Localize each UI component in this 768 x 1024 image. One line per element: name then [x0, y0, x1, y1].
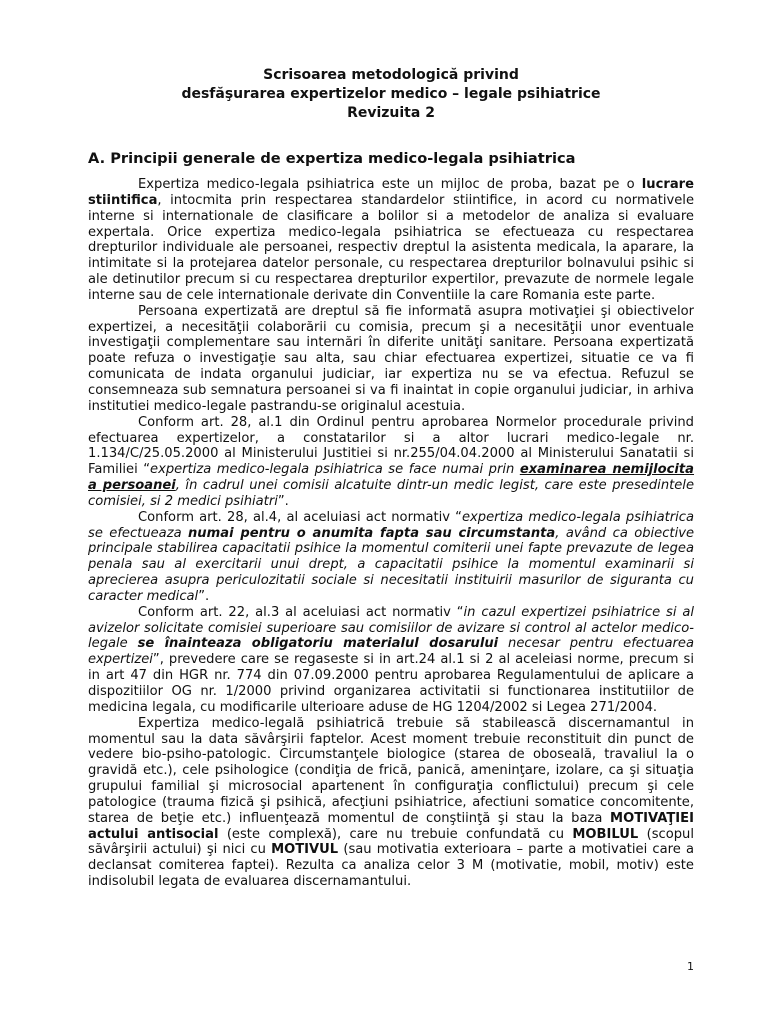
paragraph-3-text-a: Conform art. 28, al.1 din Ordinul pentru aprobarea Normelor procedurale privind efectuarea expertizelor, a constatarilor si a altor lucrari medico-legale nr. 1.134/C/25.05.2000 al Ministerului Justitiei si nr.255/04.04.2000 al Ministerului Sanatatii si Familiei “: [88, 414, 694, 478]
paragraph-5: [88, 605, 694, 716]
paragraph-5-text-a: Conform art. 22, al.3 al aceluiasi act normativ “: [138, 604, 464, 620]
paragraph-6-bold-mobilul: MOBILUL: [572, 826, 639, 842]
section-heading: A. Principii generale de expertiza medico-legala psihiatrica: [88, 150, 576, 167]
paragraph-3-italic-d: , în cadrul unei comisii alcatuite dintr-un medic legist, care este presedintele comisiei, si 2 medici psihiatri: [88, 478, 694, 509]
section-body: [88, 177, 694, 890]
paragraph-3-bold-underlined: examinarea nemijlocita a persoanei: [88, 462, 695, 494]
paragraph-5-text-e: ”, prevedere care se regaseste si in art.24 al.1 si 2 al aceleiasi norme, precum si in art 47 din HGR nr. 774 din 07.09.2000 pentru aprobarea Regulamentului de aplicare a dispozitiilor OG nr. 1/2000 privind organizarea activitatii si functionarea institutiilor de medicina legala, cu modificarile ulterioare aduse de HG 1204/2002 si Legea 271/2004.: [88, 652, 694, 715]
paragraph-6-text-a: Expertiza medico-legală psihiatrică trebuie să stabilească discernamantul in momentul sau la data săvârşirii faptelor. Acest moment trebuie reconstituit din punct de vedere bio-psiho-patologic. Circumstanţele biologice (starea de oboseală, travaliul la o gravidă etc.), cele psihologice (condiţia de frică, panică, ameninţare, izolare, ca şi situaţia grupului familial şi microsocial apartenent în configuraţia conflictului) precum şi cele patologice (trauma fizică şi psihică, afecţiuni psihiatrice, afectiuni somatice concomitente, starea de beţie etc.) influenţează momentul de conştiinţă şi stau la baza: [88, 715, 694, 826]
paragraph-6: [88, 716, 694, 890]
paragraph-3-italic-b: expertiza medico-legala psihiatrica se face numai prin: [150, 462, 520, 478]
paragraph-2: [88, 304, 694, 415]
title-line-2: desfăşurarea expertizelor medico – legale psihiatrice: [181, 86, 601, 102]
paragraph-1-bold: lucrare stiintifica: [88, 177, 694, 208]
paragraph-4-text-e: ”.: [198, 588, 210, 604]
title-line-1: Scrisoarea metodologică privind: [263, 67, 519, 83]
paragraph-4-bold-italic: numai pentru o anumita fapta sau circumstanta: [187, 525, 556, 541]
paragraph-1: [88, 177, 694, 304]
document-page: [88, 66, 694, 890]
document-title: [88, 66, 694, 123]
paragraph-6-bold-motivul: MOTIVUL: [271, 842, 339, 858]
paragraph-3: [88, 415, 694, 510]
paragraph-1-text-a: Expertiza medico-legala psihiatrica este un mijloc de proba, bazat pe o: [138, 177, 642, 192]
paragraph-5-italic-b: in cazul expertizei psihiatrice si al avizelor solicitate comisiei superioare sau comisiilor de avizare si control al actelor medico-legale: [88, 604, 695, 652]
paragraph-3-text-e: ”.: [277, 493, 289, 509]
paragraph-6-bold-motivatie: MOTIVAŢIEI actului antisocial: [88, 810, 694, 842]
paragraph-4-italic-d: , având ca obiective principale stabilirea capacitatii psihice la momentul comiterii unei fapte prevazute de legea penala sau al exercitarii unui drept, a capacitatii psihice la momentul examinarii si aprecierea asupra periculozitatii sociale si necesitatii instituirii masurilor de siguranta cu caracter medical: [88, 525, 695, 604]
paragraph-6-text-c: (este complexă), care nu trebuie confundată cu: [218, 826, 573, 842]
paragraph-4-text-a: Conform art. 28, al.4, al aceluiasi act normativ “: [138, 509, 462, 525]
paragraph-6-text-g: (sau motivatia exterioara – parte a motivatiei care a declansat comiterea faptei). Rezulta ca analiza celor 3 M (motivatie, mobil, motiv) este indisolubil legata de evaluarea discernamantului.: [88, 842, 694, 890]
paragraph-4: [88, 510, 694, 605]
title-line-3: Revizuita 2: [347, 105, 435, 121]
paragraph-1-text-c: , intocmita prin respectarea standardelor stiintifice, in acord cu normativele interne si internationale de clasificare a bolilor si a metodelor de analiza si evaluare expertala. Orice expertiza medico-legala psihiatrica se efectueaza cu respectarea drepturilor individuale ale persoanei, respectiv dreptul la asistenta medicala, la aparare, la intimitate si la protejarea datelor personale, cu respectarea drepturilor bolnavului psihic si ale detinutilor precum si cu respectarea drepturilor expertilor, prevazute de normele legale interne sau de cele internationale derivate din Conventiile la care Romania este parte.: [88, 192, 694, 303]
paragraph-6-text-e: (scopul săvârşirii actului) şi nici cu: [88, 826, 694, 858]
paragraph-4-italic-b: expertiza medico-legala psihiatrica se efectueaza: [88, 509, 694, 541]
paragraph-5-italic-d: necesar pentru efectuarea expertizei: [88, 636, 694, 668]
page-number: 1: [687, 960, 694, 973]
paragraph-2-text: Persoana expertizată are dreptul să fie informată asupra motivaţiei şi obiectivelor expertizei, a necesităţii colaborării cu comisia, precum şi a necesităţii unor eventuale investigaţii complementare sau internări în diferite unităţi sanitare. Persoana expertizată poate refuza o investigaţie sau alta, sau chiar efectuarea expertizei, situatie ce va fi comunicata de indata organului judiciar, iar expertiza nu se va efectua. Refuzul se consemneaza sub semnatura persoanei si va fi inaintat in copie organului judiciar, in arhiva institutiei medico-legale pastrandu-se originalul acestuia.: [88, 303, 694, 414]
paragraph-5-bold-italic: se înainteaza obligatoriu materialul dosarului: [137, 636, 499, 652]
